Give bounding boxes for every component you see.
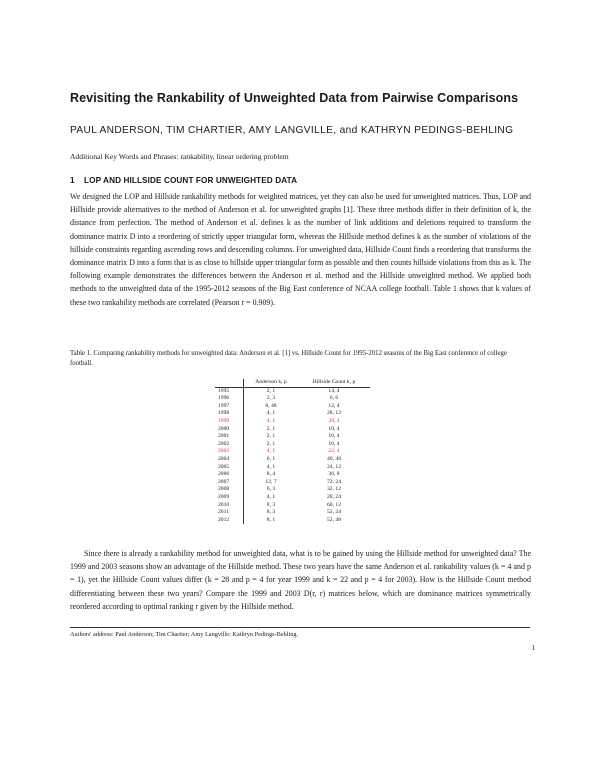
author-list: PAUL ANDERSON, TIM CHARTIER, AMY LANGVILLE, and KATHRYN PEDINGS-BEHLING [70, 125, 514, 136]
hillside-cell: 72, 24 [327, 478, 341, 485]
header-year [215, 379, 244, 387]
table-row [215, 403, 370, 411]
anderson-cell: 6, 1 [244, 456, 299, 464]
authors-address-footnote: Authors' address: Paul Anderson; Tim Chartier; Amy Langville; Kathryn Pedings-Behling. [70, 631, 299, 638]
intro-paragraph: We designed the LOP and Hillside rankability methods for weighted matrices, yet they can also be used for unweighted matrices. Thus, LOP and Hillside provide alternatives to the method of Anderson et al. for unweighted graphs [1]. These three methods differ in their definition of k, the distance from perfection. The method of Anderson et al. defines k as the number of link additions and deletions required to transform the dominance matrix D into a reordering of strictly upper triangular form, whereas the Hillside method defines k as the number of violations of the hillside constraints regarding ascending rows and descending columns. For unweighted data, Hillside Count finds a reordering that transforms the dominance matrix D into a form that is as close to hillside upper triangular form as possible and then counts hillside violations from this as k. The following example demonstrates the differences between the Anderson et al. method and the Hillside unweighted method. We applied both methods to the unweighted data of the 1995-2012 seasons of the Big East conference of NCAA college football. Table 1 shows that k values of these two rankability methods are correlated (Pearson r = 0.909). [70, 192, 531, 307]
year-cell: 2004 [218, 455, 230, 462]
table-row [215, 426, 370, 434]
table-row [215, 456, 370, 464]
hillside-cell: 40, 48 [327, 455, 341, 462]
year-cell: 2000 [218, 425, 230, 432]
table-row [215, 448, 370, 456]
table-row [215, 486, 370, 494]
year-cell: 1997 [218, 402, 230, 409]
header-anderson: Anderson k, p [244, 379, 299, 387]
section-title: LOP AND HILLSIDE COUNT FOR UNWEIGHTED DATA [84, 176, 298, 185]
hillside-cell: 22, 4 [328, 448, 340, 455]
hillside-cell: 32, 12 [327, 486, 341, 493]
year-cell: 2012 [218, 516, 230, 523]
hillside-cell: 28, 24 [327, 493, 341, 500]
year-cell: 2005 [218, 463, 230, 470]
hillside-cell: 28, 4 [328, 417, 340, 424]
table-row [215, 479, 370, 487]
keywords-line: Additional Key Words and Phrases: rankability, linear ordering problem [70, 152, 289, 161]
hillside-cell: 24, 12 [327, 463, 341, 470]
table-row [215, 494, 370, 502]
anderson-cell: 2, 3 [244, 395, 299, 403]
year-cell: 2006 [218, 471, 230, 478]
year-cell: 1999 [218, 417, 230, 424]
table-row [215, 418, 370, 426]
hillside-cell: 52, 24 [327, 509, 341, 516]
anderson-cell: 8, 3 [244, 509, 299, 517]
table-header-row [215, 379, 370, 387]
hillside-cell: 10, 4 [328, 425, 340, 432]
hillside-cell: 60, 12 [327, 501, 341, 508]
anderson-cell: 4, 1 [244, 418, 299, 426]
anderson-cell: 4, 1 [244, 494, 299, 502]
section-number: 1 [70, 176, 75, 185]
discussion-paragraph: Since there is already a rankability method for unweighted data, what is to be gained by using the Hillside method for unweighted data? The 1999 and 2003 seasons show an advantage of the Hillside method. These two years have the same Anderson et al. rankability values (k = 4 and p = 1), yet the Hillside Count values differ (k = 28 and p = 4 for year 1999 and k = 22 and p = 4 for 2003). How is the Hillside Count method differentiating between these two years? Compare the 1999 and 2003 D(r, r) matrices below, which are dominance matrices symmetrically reordered according to optimal ranking r given by the Hillside method. [70, 549, 531, 611]
table-row [215, 517, 370, 525]
anderson-cell: 6, 3 [244, 486, 299, 494]
year-cell: 2007 [218, 478, 230, 485]
table-caption: Table 1. Comparing rankability methods for unweighted data: Anderson et al. [1] vs. Hillside Count for 1995-2012 seasons of the Big East conference of college football. [70, 350, 507, 367]
year-cell: 2001 [218, 433, 230, 440]
year-cell: 2009 [218, 493, 230, 500]
table-row [215, 509, 370, 517]
hillside-cell: 36, 8 [328, 471, 340, 478]
hillside-cell: 28, 12 [327, 410, 341, 417]
footnote-divider [70, 627, 530, 628]
hillside-cell: 14, 4 [328, 387, 340, 394]
hillside-cell: 52, 48 [327, 516, 341, 523]
rankability-table [215, 379, 370, 524]
anderson-cell: 4, 1 [244, 448, 299, 456]
table-row [215, 395, 370, 403]
anderson-cell: 2, 1 [244, 387, 299, 395]
anderson-cell: 4, 1 [244, 410, 299, 418]
anderson-cell: 8, 3 [244, 502, 299, 510]
section-heading [70, 176, 540, 185]
table-row [215, 387, 370, 395]
anderson-cell: 4, 1 [244, 464, 299, 472]
hillside-cell: 10, 4 [328, 433, 340, 440]
year-cell: 1995 [218, 387, 230, 394]
anderson-cell: 2, 1 [244, 433, 299, 441]
table-row [215, 471, 370, 479]
anderson-cell: 2, 1 [244, 441, 299, 449]
table-row [215, 441, 370, 449]
anderson-cell: 12, 7 [244, 479, 299, 487]
page-number: 1 [531, 644, 535, 652]
year-cell: 2010 [218, 501, 230, 508]
year-cell: 1996 [218, 395, 230, 402]
hillside-cell: 12, 4 [328, 402, 340, 409]
table-row [215, 464, 370, 472]
table-row [215, 410, 370, 418]
year-cell: 2003 [218, 448, 230, 455]
header-hillside: Hillside Count k, p [298, 379, 370, 387]
hillside-cell: 6, 6 [329, 395, 339, 402]
anderson-cell: 8, 1 [244, 517, 299, 525]
hillside-cell: 10, 4 [328, 440, 340, 447]
anderson-cell: 8, 4 [244, 471, 299, 479]
year-cell: 2002 [218, 440, 230, 447]
table-row [215, 433, 370, 441]
year-cell: 2011 [218, 509, 229, 516]
anderson-cell: 2, 1 [244, 426, 299, 434]
table-body [215, 387, 370, 524]
year-cell: 1998 [218, 410, 230, 417]
anderson-cell: 8, 48 [244, 403, 299, 411]
table-row [215, 502, 370, 510]
year-cell: 2008 [218, 486, 230, 493]
paper-title: Revisiting the Rankability of Unweighted Data from Pairwise Comparisons [70, 91, 519, 105]
